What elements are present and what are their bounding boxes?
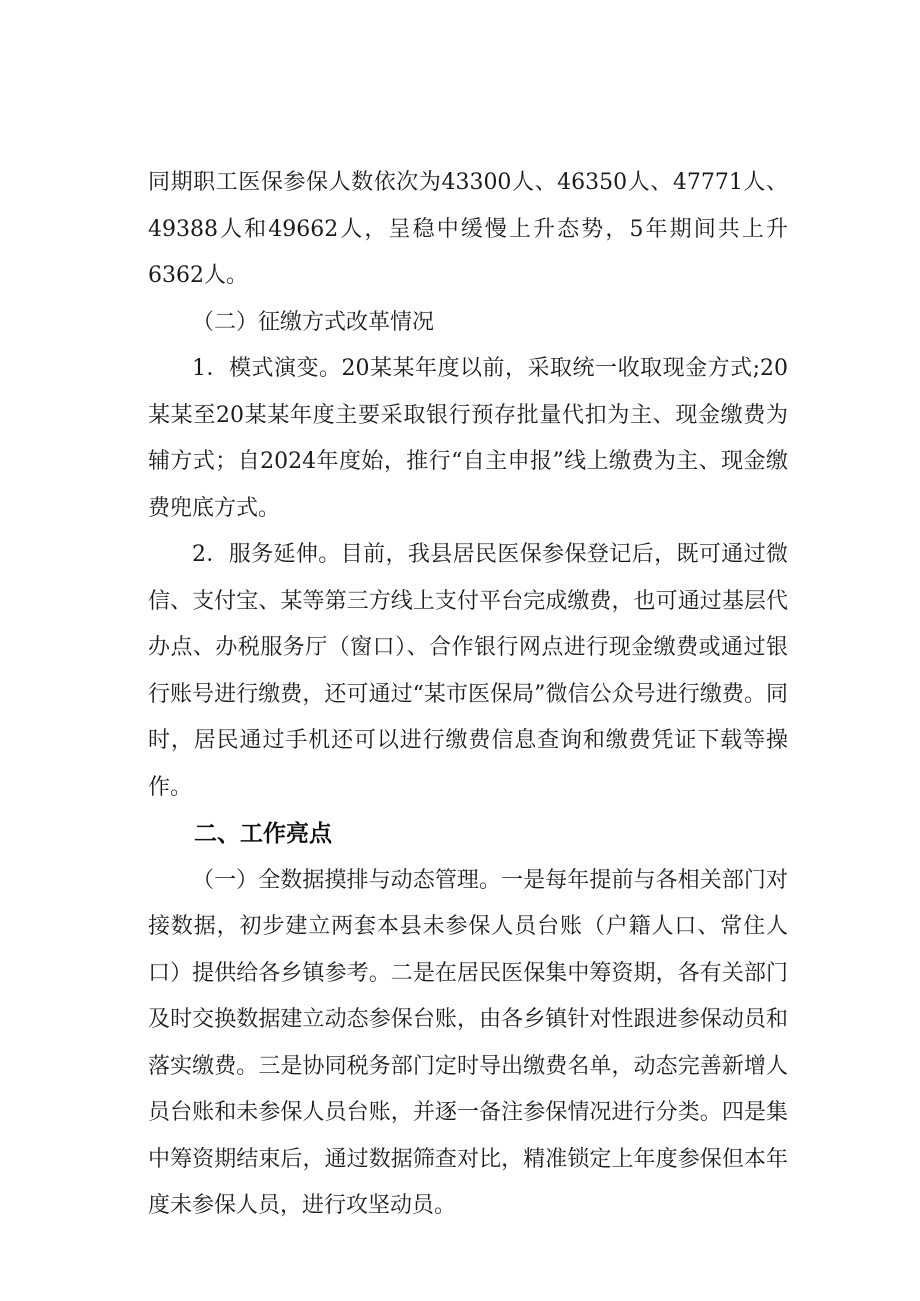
paragraph-service-extension: 2．服务延伸。目前，我县居民医保参保登记后，既可通过微信、支付宝、某等第三方线上支付平台完成缴费，也可通过基层代办点、办税服务厅（窗口）、合作银行网点进行现金缴费或通过银行账号进行缴费，还可通过“某市医保局”微信公众号进行缴费。同时，居民通过手机还可以进行缴费信息查询和缴费凭证下载等操作。: [148, 542, 788, 800]
document-body: [148, 160, 788, 1230]
subheading-collection-reform: （二）征缴方式改革情况: [192, 309, 435, 335]
section-heading-highlights: 二、工作亮点: [194, 821, 332, 847]
paragraph-data-management: （一）全数据摸排与动态管理。一是每年提前与各相关部门对接数据，初步建立两套本县未参保人员台账（户籍人口、常住人口）提供给各乡镇参考。二是在居民医保集中筹资期，各有关部门及时交换数据建立动态参保台账，由各乡镇针对性跟进参保动员和落实缴费。三是协同税务部门定时导出缴费名单，动态完善新增人员台账和未参保人员台账，并逐一备注参保情况进行分类。四是集中筹资期结束后，通过数据筛查对比，精准锁定上年度参保但本年度未参保人员，进行攻坚动员。: [148, 867, 788, 1218]
paragraph-enrollment-stats: 同期职工医保参保人数依次为43300人、46350人、47771人、49388人和49662人，呈稳中缓慢上升态势，5年期间共上升6362人。: [148, 170, 788, 288]
paragraph-mode-evolution: 1．模式演变。20某某年度以前，采取统一收取现金方式;20某某至20某某年度主要采取银行预存批量代扣为主、现金缴费为辅方式；自2024年度始，推行“自主申报”线上缴费为主、现金缴费兜底方式。: [148, 356, 788, 521]
